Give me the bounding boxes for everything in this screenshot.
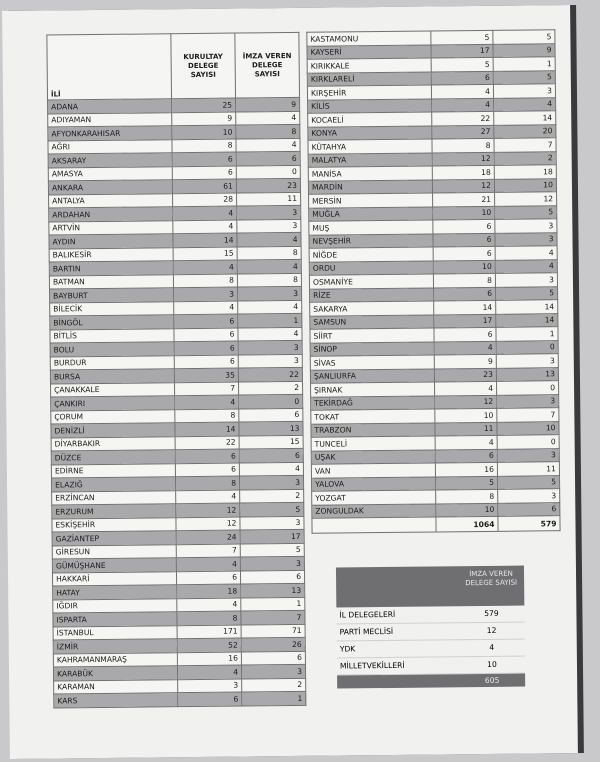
summary-row-label: YDK (339, 644, 356, 654)
cell-kurultay: 22 (432, 111, 494, 125)
cell-kurultay: 16 (435, 462, 497, 476)
cell-il: KIRKLARELİ (307, 72, 431, 87)
cell-il: MERSİN (309, 193, 433, 208)
cell-imza: 26 (241, 637, 305, 651)
table-header-row (47, 32, 300, 100)
cell-imza: 10 (494, 178, 556, 192)
cell-imza: 6 (239, 408, 303, 422)
cell-il: GÜMÜŞHANE (52, 558, 176, 573)
cell-imza: 4 (237, 259, 301, 273)
cell-imza: 4 (495, 246, 557, 260)
cell-imza: 2 (238, 381, 302, 395)
cell-kurultay: 14 (175, 422, 239, 436)
cell-kurultay: 14 (434, 300, 496, 314)
cell-il: ELAZIĞ (51, 477, 175, 492)
cell-kurultay: 25 (172, 98, 236, 112)
cell-il: ESKİŞEHİR (52, 517, 176, 532)
cell-imza: 4 (237, 232, 301, 246)
cell-kurultay: 9 (172, 112, 236, 126)
cell-kurultay: 14 (173, 233, 237, 247)
cell-imza: 14 (496, 313, 558, 327)
cell-imza: 3 (495, 273, 557, 287)
cell-kurultay: 6 (172, 152, 236, 166)
cell-il: YOZGAT (312, 490, 436, 505)
cell-il: ŞIRNAK (311, 382, 435, 397)
cell-imza: 14 (496, 300, 558, 314)
cell-imza: 6 (239, 448, 303, 462)
cell-kurultay: 8 (432, 138, 494, 152)
cell-kurultay: 10 (435, 408, 497, 422)
table-row (54, 691, 306, 707)
cell-imza: 11 (237, 192, 301, 206)
cell-kurultay: 4 (435, 381, 497, 395)
cell-imza: 22 (238, 367, 302, 381)
cell-kurultay: 11 (435, 422, 497, 436)
cell-imza: 1 (496, 327, 558, 341)
total-kurultay: 1064 (436, 516, 498, 532)
cell-il: ÇANKIRI (51, 396, 175, 411)
cell-imza: 15 (239, 435, 303, 449)
cell-imza: 5 (495, 205, 557, 219)
cell-kurultay: 8 (172, 139, 236, 153)
cell-kurultay: 6 (176, 571, 240, 585)
cell-il: ORDU (309, 260, 433, 275)
cell-kurultay: 4 (173, 260, 237, 274)
cell-imza: 4 (494, 97, 556, 111)
cell-imza: 6 (498, 502, 560, 516)
cell-kurultay: 18 (432, 165, 494, 179)
cell-imza: 7 (241, 610, 305, 624)
summary-total-row (337, 674, 525, 689)
cell-imza: 23 (236, 178, 300, 192)
cell-kurultay: 3 (178, 679, 242, 693)
cell-kurultay: 17 (431, 44, 493, 58)
cell-il: TEKİRDAĞ (311, 395, 435, 410)
cell-imza: 3 (238, 354, 302, 368)
summary-row-value: 579 (484, 608, 499, 618)
cell-kurultay: 4 (176, 557, 240, 571)
cell-il: KARAMAN (54, 679, 178, 694)
cell-il: MUĞLA (309, 206, 433, 221)
cell-imza: 3 (493, 84, 555, 98)
cell-kurultay: 4 (177, 598, 241, 612)
cell-il: BİTLİS (50, 328, 174, 343)
cell-imza: 3 (495, 219, 557, 233)
cell-kurultay: 8 (177, 611, 241, 625)
cell-imza: 11 (497, 462, 559, 476)
cell-il: ANTALYA (49, 193, 173, 208)
cell-il: VAN (311, 463, 435, 478)
summary-table (336, 566, 525, 689)
cell-kurultay: 8 (173, 274, 237, 288)
cell-il: MUŞ (309, 220, 433, 235)
cell-kurultay: 24 (176, 530, 240, 544)
cell-imza: 6 (241, 651, 305, 665)
cell-imza: 3 (238, 286, 302, 300)
cell-imza: 13 (496, 367, 558, 381)
cell-kurultay: 6 (175, 463, 239, 477)
delegate-table-left (46, 32, 306, 708)
cell-il: SAMSUN (310, 314, 434, 329)
cell-kurultay: 4 (431, 84, 493, 98)
cell-il: KIRIKKALE (307, 58, 431, 73)
cell-il: DÜZCE (51, 450, 175, 465)
cell-il: ARTVİN (49, 220, 173, 235)
cell-il: BURSA (50, 369, 174, 384)
cell-il: ERZURUM (52, 504, 176, 519)
summary-row-value: 10 (487, 659, 497, 669)
cell-imza: 5 (240, 502, 304, 516)
cell-kurultay: 4 (175, 395, 239, 409)
cell-il: ZONGULDAK (312, 503, 436, 518)
cell-il: KİLİS (308, 99, 432, 114)
cell-kurultay: 8 (433, 273, 495, 287)
cell-il: TRABZON (311, 422, 435, 437)
cell-imza: 4 (238, 327, 302, 341)
cell-imza: 4 (236, 111, 300, 125)
cell-il: BİLECİK (50, 301, 174, 316)
cell-il: ÇANAKKALE (51, 382, 175, 397)
cell-il: TOKAT (311, 409, 435, 424)
cell-kurultay: 6 (174, 328, 238, 342)
cell-il: BAYBURT (50, 288, 174, 303)
cell-il: ADIYAMAN (48, 112, 172, 127)
cell-imza: 5 (493, 30, 555, 44)
header-kurultay: KURULTAY DELEGE SAYISI (171, 33, 236, 99)
cell-imza: 12 (495, 192, 557, 206)
cell-imza: 3 (497, 394, 559, 408)
cell-il: SİVAS (310, 355, 434, 370)
cell-imza: 9 (493, 43, 555, 57)
cell-il: SAKARYA (310, 301, 434, 316)
summary-row-label: PARTİ MECLİSİ (339, 626, 394, 637)
cell-il: KARS (54, 693, 178, 708)
summary-row-label: İL DELEGELERİ (339, 609, 396, 620)
cell-il: ADANA (48, 99, 172, 114)
cell-il: OSMANİYE (309, 274, 433, 289)
total-imza: 579 (498, 516, 560, 532)
cell-kurultay: 6 (435, 449, 497, 463)
cell-kurultay: 6 (433, 219, 495, 233)
cell-kurultay: 5 (435, 476, 497, 490)
cell-kurultay: 61 (172, 179, 236, 193)
cell-imza: 5 (496, 286, 558, 300)
cell-kurultay: 6 (178, 692, 242, 706)
cell-imza: 3 (239, 475, 303, 489)
cell-kurultay: 28 (173, 193, 237, 207)
cell-il: KASTAMONU (307, 31, 431, 46)
cell-imza: 13 (239, 421, 303, 435)
cell-kurultay: 4 (174, 301, 238, 315)
cell-il: KAHRAMANMARAŞ (53, 652, 177, 667)
cell-il: KARABÜK (53, 666, 177, 681)
cell-il: ŞANLIURFA (310, 368, 434, 383)
cell-il: AĞRI (48, 139, 172, 154)
cell-il: BİNGÖL (50, 315, 174, 330)
cell-il: MALATYA (308, 152, 432, 167)
cell-kurultay: 18 (177, 584, 241, 598)
header-imza: İMZA VEREN DELEGE SAYISI (235, 32, 300, 98)
cell-imza: 2 (494, 151, 556, 165)
cell-kurultay: 6 (433, 233, 495, 247)
cell-imza: 3 (237, 205, 301, 219)
summary-row (336, 606, 524, 625)
delegate-table-right (306, 29, 560, 534)
cell-imza: 13 (241, 583, 305, 597)
summary-header (336, 566, 524, 608)
cell-il: KAYSERİ (307, 45, 431, 60)
delegate-table-left-body (47, 32, 306, 707)
cell-il: BOLU (50, 342, 174, 357)
cell-imza: 8 (237, 246, 301, 260)
cell-kurultay: 7 (176, 544, 240, 558)
cell-il: MANİSA (308, 166, 432, 181)
cell-kurultay: 12 (432, 179, 494, 193)
cell-il: SİİRT (310, 328, 434, 343)
cell-il: SİNOP (310, 341, 434, 356)
cell-kurultay: 10 (433, 260, 495, 274)
cell-il: BATMAN (49, 274, 173, 289)
cell-imza: 1 (241, 597, 305, 611)
cell-kurultay: 10 (172, 125, 236, 139)
totals-row (312, 516, 560, 534)
cell-kurultay: 6 (174, 355, 238, 369)
cell-imza: 1 (242, 691, 306, 705)
cell-imza: 3 (498, 489, 560, 503)
cell-kurultay: 16 (177, 652, 241, 666)
summary-rows (336, 606, 525, 676)
cell-kurultay: 4 (173, 206, 237, 220)
cell-il: HATAY (53, 585, 177, 600)
cell-il: HAKKARİ (52, 571, 176, 586)
cell-kurultay: 6 (172, 166, 236, 180)
cell-imza: 5 (240, 543, 304, 557)
cell-kurultay: 6 (174, 341, 238, 355)
cell-imza: 8 (237, 273, 301, 287)
cell-kurultay: 4 (435, 435, 497, 449)
cell-imza: 1 (238, 313, 302, 327)
cell-kurultay: 6 (434, 327, 496, 341)
cell-il: GAZİANTEP (52, 531, 176, 546)
summary-total-value: 605 (484, 675, 500, 685)
cell-il: UŞAK (311, 449, 435, 464)
cell-imza: 10 (497, 421, 559, 435)
cell-il: AFYONKARAHISAR (48, 126, 172, 141)
cell-imza: 2 (240, 489, 304, 503)
cell-kurultay: 8 (175, 476, 239, 490)
cell-kurultay: 8 (175, 409, 239, 423)
cell-il: DİYARBAKIR (51, 436, 175, 451)
cell-imza: 3 (495, 232, 557, 246)
cell-il: RİZE (310, 287, 434, 302)
cell-imza: 3 (240, 516, 304, 530)
cell-il: BARTIN (49, 261, 173, 276)
cell-il: DENİZLİ (51, 423, 175, 438)
cell-kurultay: 12 (176, 517, 240, 531)
cell-kurultay: 10 (436, 503, 498, 517)
cell-kurultay: 9 (434, 354, 496, 368)
cell-il: KÜTAHYA (308, 139, 432, 154)
cell-kurultay: 171 (177, 625, 241, 639)
cell-il: GİRESUN (52, 544, 176, 559)
cell-kurultay: 5 (431, 57, 493, 71)
cell-il: KONYA (308, 126, 432, 141)
cell-il: BALIKESİR (49, 247, 173, 262)
cell-imza: 4 (239, 462, 303, 476)
cell-il: İZMİR (53, 639, 177, 654)
cell-il: NEVŞEHİR (309, 233, 433, 248)
cell-il: ISPARTA (53, 612, 177, 627)
cell-imza: 3 (237, 219, 301, 233)
cell-imza: 18 (494, 165, 556, 179)
cell-il: NİĞDE (309, 247, 433, 262)
cell-il: MARDİN (308, 179, 432, 194)
cell-kurultay: 6 (174, 314, 238, 328)
summary-row (337, 640, 525, 659)
cell-imza: 17 (240, 529, 304, 543)
cell-imza: 0 (497, 435, 559, 449)
cell-il: ARDAHAN (49, 207, 173, 222)
cell-kurultay: 12 (435, 395, 497, 409)
cell-imza: 6 (236, 151, 300, 165)
summary-row (337, 623, 525, 642)
cell-il: ÇORUM (51, 409, 175, 424)
cell-il: KIRŞEHİR (307, 85, 431, 100)
summary-row (337, 657, 525, 676)
cell-imza: 7 (497, 408, 559, 422)
cell-kurultay: 5 (431, 30, 493, 44)
cell-kurultay: 12 (176, 503, 240, 517)
cell-imza: 3 (497, 448, 559, 462)
summary-row-label: MİLLETVEKİLLERİ (339, 660, 405, 671)
cell-kurultay: 35 (174, 368, 238, 382)
cell-il: ANKARA (48, 180, 172, 195)
cell-kurultay: 4 (173, 220, 237, 234)
cell-il: AKSARAY (48, 153, 172, 168)
cell-kurultay: 4 (176, 490, 240, 504)
cell-kurultay: 23 (434, 368, 496, 382)
cell-imza: 4 (495, 259, 557, 273)
cell-il: ERZİNCAN (52, 490, 176, 505)
cell-imza: 14 (494, 111, 556, 125)
cell-kurultay: 15 (173, 247, 237, 261)
summary-row-value: 4 (489, 642, 495, 652)
cell-imza: 9 (236, 97, 300, 111)
cell-kurultay: 6 (175, 449, 239, 463)
cell-kurultay: 27 (432, 125, 494, 139)
cell-imza: 5 (493, 70, 555, 84)
cell-kurultay: 4 (434, 341, 496, 355)
cell-imza: 3 (241, 664, 305, 678)
cell-imza: 0 (236, 165, 300, 179)
totals-blank (312, 517, 436, 533)
delegate-table-right-body (307, 30, 560, 534)
cell-imza: 8 (236, 124, 300, 138)
cell-kurultay: 6 (434, 287, 496, 301)
cell-kurultay: 3 (174, 287, 238, 301)
cell-imza: 3 (240, 556, 304, 570)
cell-il: IĞDIR (53, 598, 177, 613)
cell-kurultay: 4 (432, 98, 494, 112)
cell-kurultay: 52 (177, 638, 241, 652)
cell-imza: 5 (497, 475, 559, 489)
cell-kurultay: 7 (174, 382, 238, 396)
cell-imza: 71 (241, 624, 305, 638)
cell-kurultay: 8 (436, 489, 498, 503)
cell-il: TUNCELİ (311, 436, 435, 451)
cell-imza: 2 (242, 678, 306, 692)
cell-il: İSTANBUL (53, 625, 177, 640)
document-sheet (2, 5, 578, 759)
cell-il: AMASYA (48, 166, 172, 181)
cell-imza: 7 (494, 138, 556, 152)
summary-row-value: 12 (486, 625, 497, 635)
cell-kurultay: 10 (433, 206, 495, 220)
cell-imza: 4 (238, 300, 302, 314)
cell-imza: 0 (239, 394, 303, 408)
cell-il: EDİRNE (51, 463, 175, 478)
cell-kurultay: 21 (433, 192, 495, 206)
cell-kurultay: 4 (177, 665, 241, 679)
cell-il: KOCAELİ (308, 112, 432, 127)
cell-imza: 20 (494, 124, 556, 138)
cell-imza: 4 (236, 138, 300, 152)
cell-imza: 3 (238, 340, 302, 354)
cell-il: BURDUR (50, 355, 174, 370)
header-il: İLİ (47, 34, 172, 100)
cell-imza: 0 (496, 340, 558, 354)
cell-kurultay: 12 (432, 152, 494, 166)
cell-kurultay: 6 (433, 246, 495, 260)
cell-kurultay: 22 (175, 436, 239, 450)
cell-il: AYDIN (49, 234, 173, 249)
cell-kurultay: 17 (434, 314, 496, 328)
cell-imza: 1 (493, 57, 555, 71)
summary-header-label: İMZA VEREN DELEGE SAYISI (465, 569, 518, 588)
cell-kurultay: 6 (431, 71, 493, 85)
cell-imza: 6 (240, 570, 304, 584)
cell-imza: 0 (497, 381, 559, 395)
cell-imza: 3 (496, 354, 558, 368)
cell-il: YALOVA (312, 476, 436, 491)
